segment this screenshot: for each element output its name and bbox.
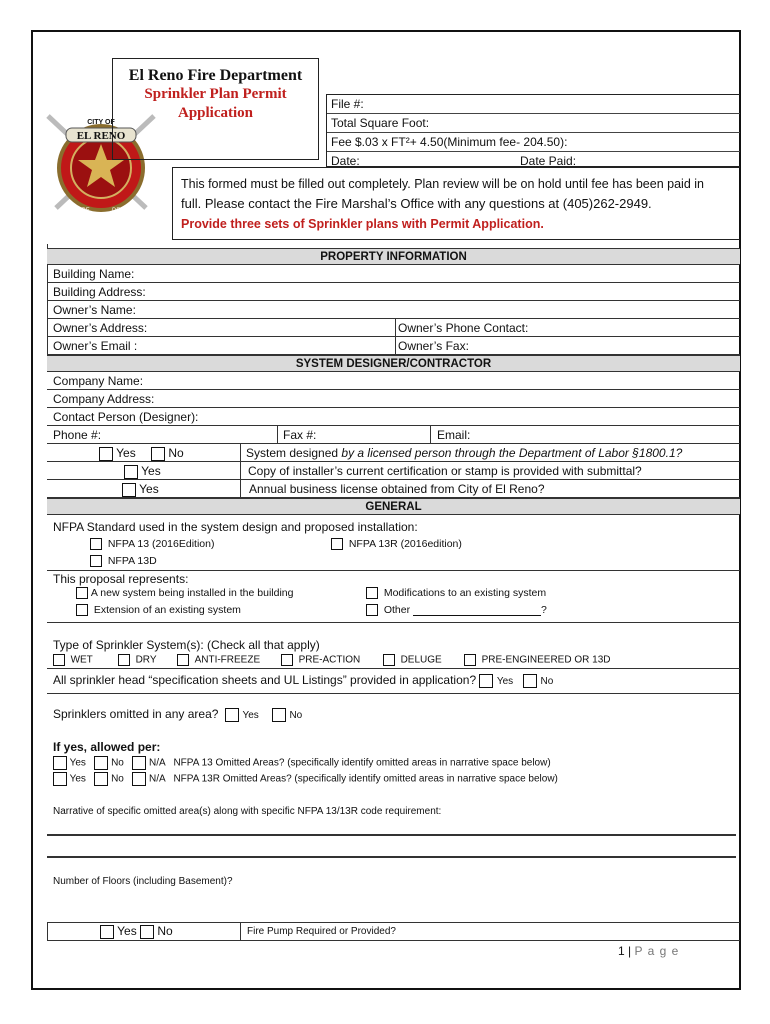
spec-sheets-row: All sprinkler head “specification sheets and UL Listings” provided in application? Yes No	[53, 673, 554, 687]
nfpa13d-checkbox[interactable]	[90, 555, 102, 567]
phone-row	[47, 426, 740, 444]
omit13-yes-checkbox[interactable]	[53, 756, 67, 770]
owner-name-field[interactable]: Owner’s Name:	[47, 301, 740, 319]
new-system-checkbox[interactable]	[76, 587, 88, 599]
column-divider	[395, 319, 396, 355]
divider	[47, 922, 48, 940]
anti-freeze-checkbox[interactable]	[177, 654, 189, 666]
nfpa-standard-label: NFPA Standard used in the system design and proposed installation:	[53, 520, 418, 534]
omit13r-row: Yes No N/A NFPA 13R Omitted Areas? (specifically identify omitted areas in narrative space below)	[53, 772, 558, 786]
business-license-question: Annual business license obtained from City of El Reno?	[249, 482, 545, 496]
page-number: 1	[618, 944, 625, 958]
omit13r-na-checkbox[interactable]	[132, 772, 146, 786]
contact-person-field[interactable]: Contact Person (Designer):	[47, 408, 740, 426]
building-name-field[interactable]: Building Name:	[47, 265, 740, 283]
date-paid-field[interactable]: Date Paid:	[520, 154, 577, 168]
sprinkler-types-label: Type of Sprinkler System(s): (Check all that apply)	[53, 638, 320, 652]
omitted-row: Sprinklers omitted in any area? Yes No	[53, 707, 303, 721]
narrative-line[interactable]	[47, 834, 736, 836]
seal-fire-text: FIRE	[76, 208, 90, 214]
notice-box	[172, 167, 740, 240]
wet-checkbox[interactable]	[53, 654, 65, 666]
certification-row: Yes Copy of installer’s current certification or stamp is provided with submittal?	[47, 462, 740, 480]
notice-line1: This formed must be filled out completely. Plan review will be on hold until fee has been paid in	[181, 177, 704, 191]
divider	[47, 693, 740, 694]
certification-yes-checkbox[interactable]	[124, 465, 138, 479]
fire-pump-question: Fire Pump Required or Provided?	[247, 926, 396, 937]
date-field[interactable]: Date:	[331, 154, 360, 168]
owner-phone-field[interactable]: Owner’s Phone Contact:	[398, 321, 529, 335]
deluge-checkbox[interactable]	[383, 654, 395, 666]
licensed-designer-row: Yes No System designed by a licensed person through the Department of Labor §1800.1?	[47, 444, 740, 462]
narrative-line[interactable]	[47, 856, 736, 858]
fax-field[interactable]: Fax #:	[283, 428, 317, 442]
omit13-no-checkbox[interactable]	[94, 756, 108, 770]
omitted-yes-checkbox[interactable]	[225, 708, 239, 722]
email-field[interactable]: Email:	[437, 428, 471, 442]
divider	[47, 922, 740, 923]
fire-pump-yes-checkbox[interactable]	[100, 925, 114, 939]
if-yes-label: If yes, allowed per:	[53, 740, 161, 754]
square-foot-field[interactable]: Total Square Foot:	[327, 114, 740, 133]
general-header: GENERAL	[47, 498, 740, 515]
spec-sheets-yes-checkbox[interactable]	[479, 674, 493, 688]
nfpa13r-label: NFPA 13R (2016edition)	[348, 538, 462, 550]
company-address-field[interactable]: Company Address:	[47, 390, 740, 408]
pre-action-checkbox[interactable]	[281, 654, 293, 666]
nfpa13r-checkbox[interactable]	[331, 538, 343, 550]
seal-dept-text: DEPT.	[112, 208, 130, 214]
office-use-box	[326, 94, 740, 167]
phone-field[interactable]: Phone #:	[53, 428, 102, 442]
proposal-label: This proposal represents:	[53, 572, 189, 586]
omit13r-no-checkbox[interactable]	[94, 772, 108, 786]
fire-pump-no-checkbox[interactable]	[140, 925, 154, 939]
fire-pump-row: Yes No	[100, 924, 173, 939]
permit-title-line2: Application	[177, 105, 253, 121]
omitted-no-checkbox[interactable]	[272, 708, 286, 722]
designer-header: SYSTEM DESIGNER/CONTRACTOR	[47, 355, 740, 372]
divider	[47, 570, 740, 571]
omitted-question: Sprinklers omitted in any area?	[53, 707, 219, 721]
licensed-yes-checkbox[interactable]	[99, 447, 113, 461]
business-license-row: Yes Annual business license obtained from City of El Reno?	[47, 480, 740, 498]
company-name-field[interactable]: Company Name:	[47, 372, 740, 390]
owner-email-field[interactable]: Owner’s Email :	[53, 339, 138, 353]
floors-label: Number of Floors (including Basement)?	[53, 876, 233, 887]
divider	[47, 668, 740, 669]
divider	[47, 622, 740, 623]
owner-address-field[interactable]: Owner’s Address:	[53, 321, 148, 335]
modifications-checkbox[interactable]	[366, 587, 378, 599]
department-title: El Reno Fire Department	[128, 67, 303, 84]
column-divider	[240, 444, 241, 498]
owner-fax-field[interactable]: Owner’s Fax:	[398, 339, 469, 353]
seal-name: EL RENO	[76, 130, 126, 142]
licensed-no-checkbox[interactable]	[151, 447, 165, 461]
business-license-yes-checkbox[interactable]	[122, 483, 136, 497]
notice-line3: Provide three sets of Sprinkler plans with Permit Application.	[181, 217, 544, 231]
page-footer: 1 | P a g e	[618, 944, 680, 958]
nfpa13-checkbox[interactable]	[90, 538, 102, 550]
title-box	[112, 58, 319, 160]
omit13-row: Yes No N/A NFPA 13 Omitted Areas? (specifically identify omitted areas in narrative space below)	[53, 756, 551, 770]
fee-field[interactable]: Fee $.03 x FT²+ 4.50(Minimum fee- 204.50):	[327, 133, 740, 152]
column-divider	[430, 426, 431, 444]
dry-checkbox[interactable]	[118, 654, 130, 666]
property-info-header: PROPERTY INFORMATION	[47, 248, 740, 265]
other-input[interactable]	[413, 615, 541, 616]
certification-question: Copy of installer’s current certification or stamp is provided with submittal?	[248, 464, 642, 478]
omit13r-yes-checkbox[interactable]	[53, 772, 67, 786]
omit13-na-checkbox[interactable]	[132, 756, 146, 770]
building-address-field[interactable]: Building Address:	[47, 283, 740, 301]
narrative-label: Narrative of specific omitted area(s) along with specific NFPA 13/13R code requirement:	[53, 806, 442, 817]
other-checkbox[interactable]	[366, 604, 378, 616]
spec-sheets-question: All sprinkler head “specification sheets and UL Listings” provided in application?	[53, 673, 477, 687]
divider	[47, 940, 740, 941]
page-label: P a g e	[634, 944, 680, 958]
spec-sheets-no-checkbox[interactable]	[523, 674, 537, 688]
owner-email-row	[47, 337, 740, 355]
seal-top-text: CITY OF	[87, 119, 115, 126]
column-divider	[277, 426, 278, 444]
permit-title-line1: Sprinkler Plan Permit	[144, 86, 287, 102]
nfpa13d-label: NFPA 13D	[107, 555, 157, 567]
file-number-field[interactable]: File #:	[327, 95, 740, 114]
owner-address-row	[47, 319, 740, 337]
column-divider	[240, 922, 241, 940]
extension-checkbox[interactable]	[76, 604, 88, 616]
nfpa13-label: NFPA 13 (2016Edition)	[107, 538, 215, 550]
licensed-question: System designed by a licensed person through the Department of Labor §1800.1?	[246, 446, 683, 460]
pre-engineered-checkbox[interactable]	[464, 654, 476, 666]
notice-line2: full. Please contact the Fire Marshal’s Office with any questions at (405)262-2949.	[181, 196, 652, 211]
